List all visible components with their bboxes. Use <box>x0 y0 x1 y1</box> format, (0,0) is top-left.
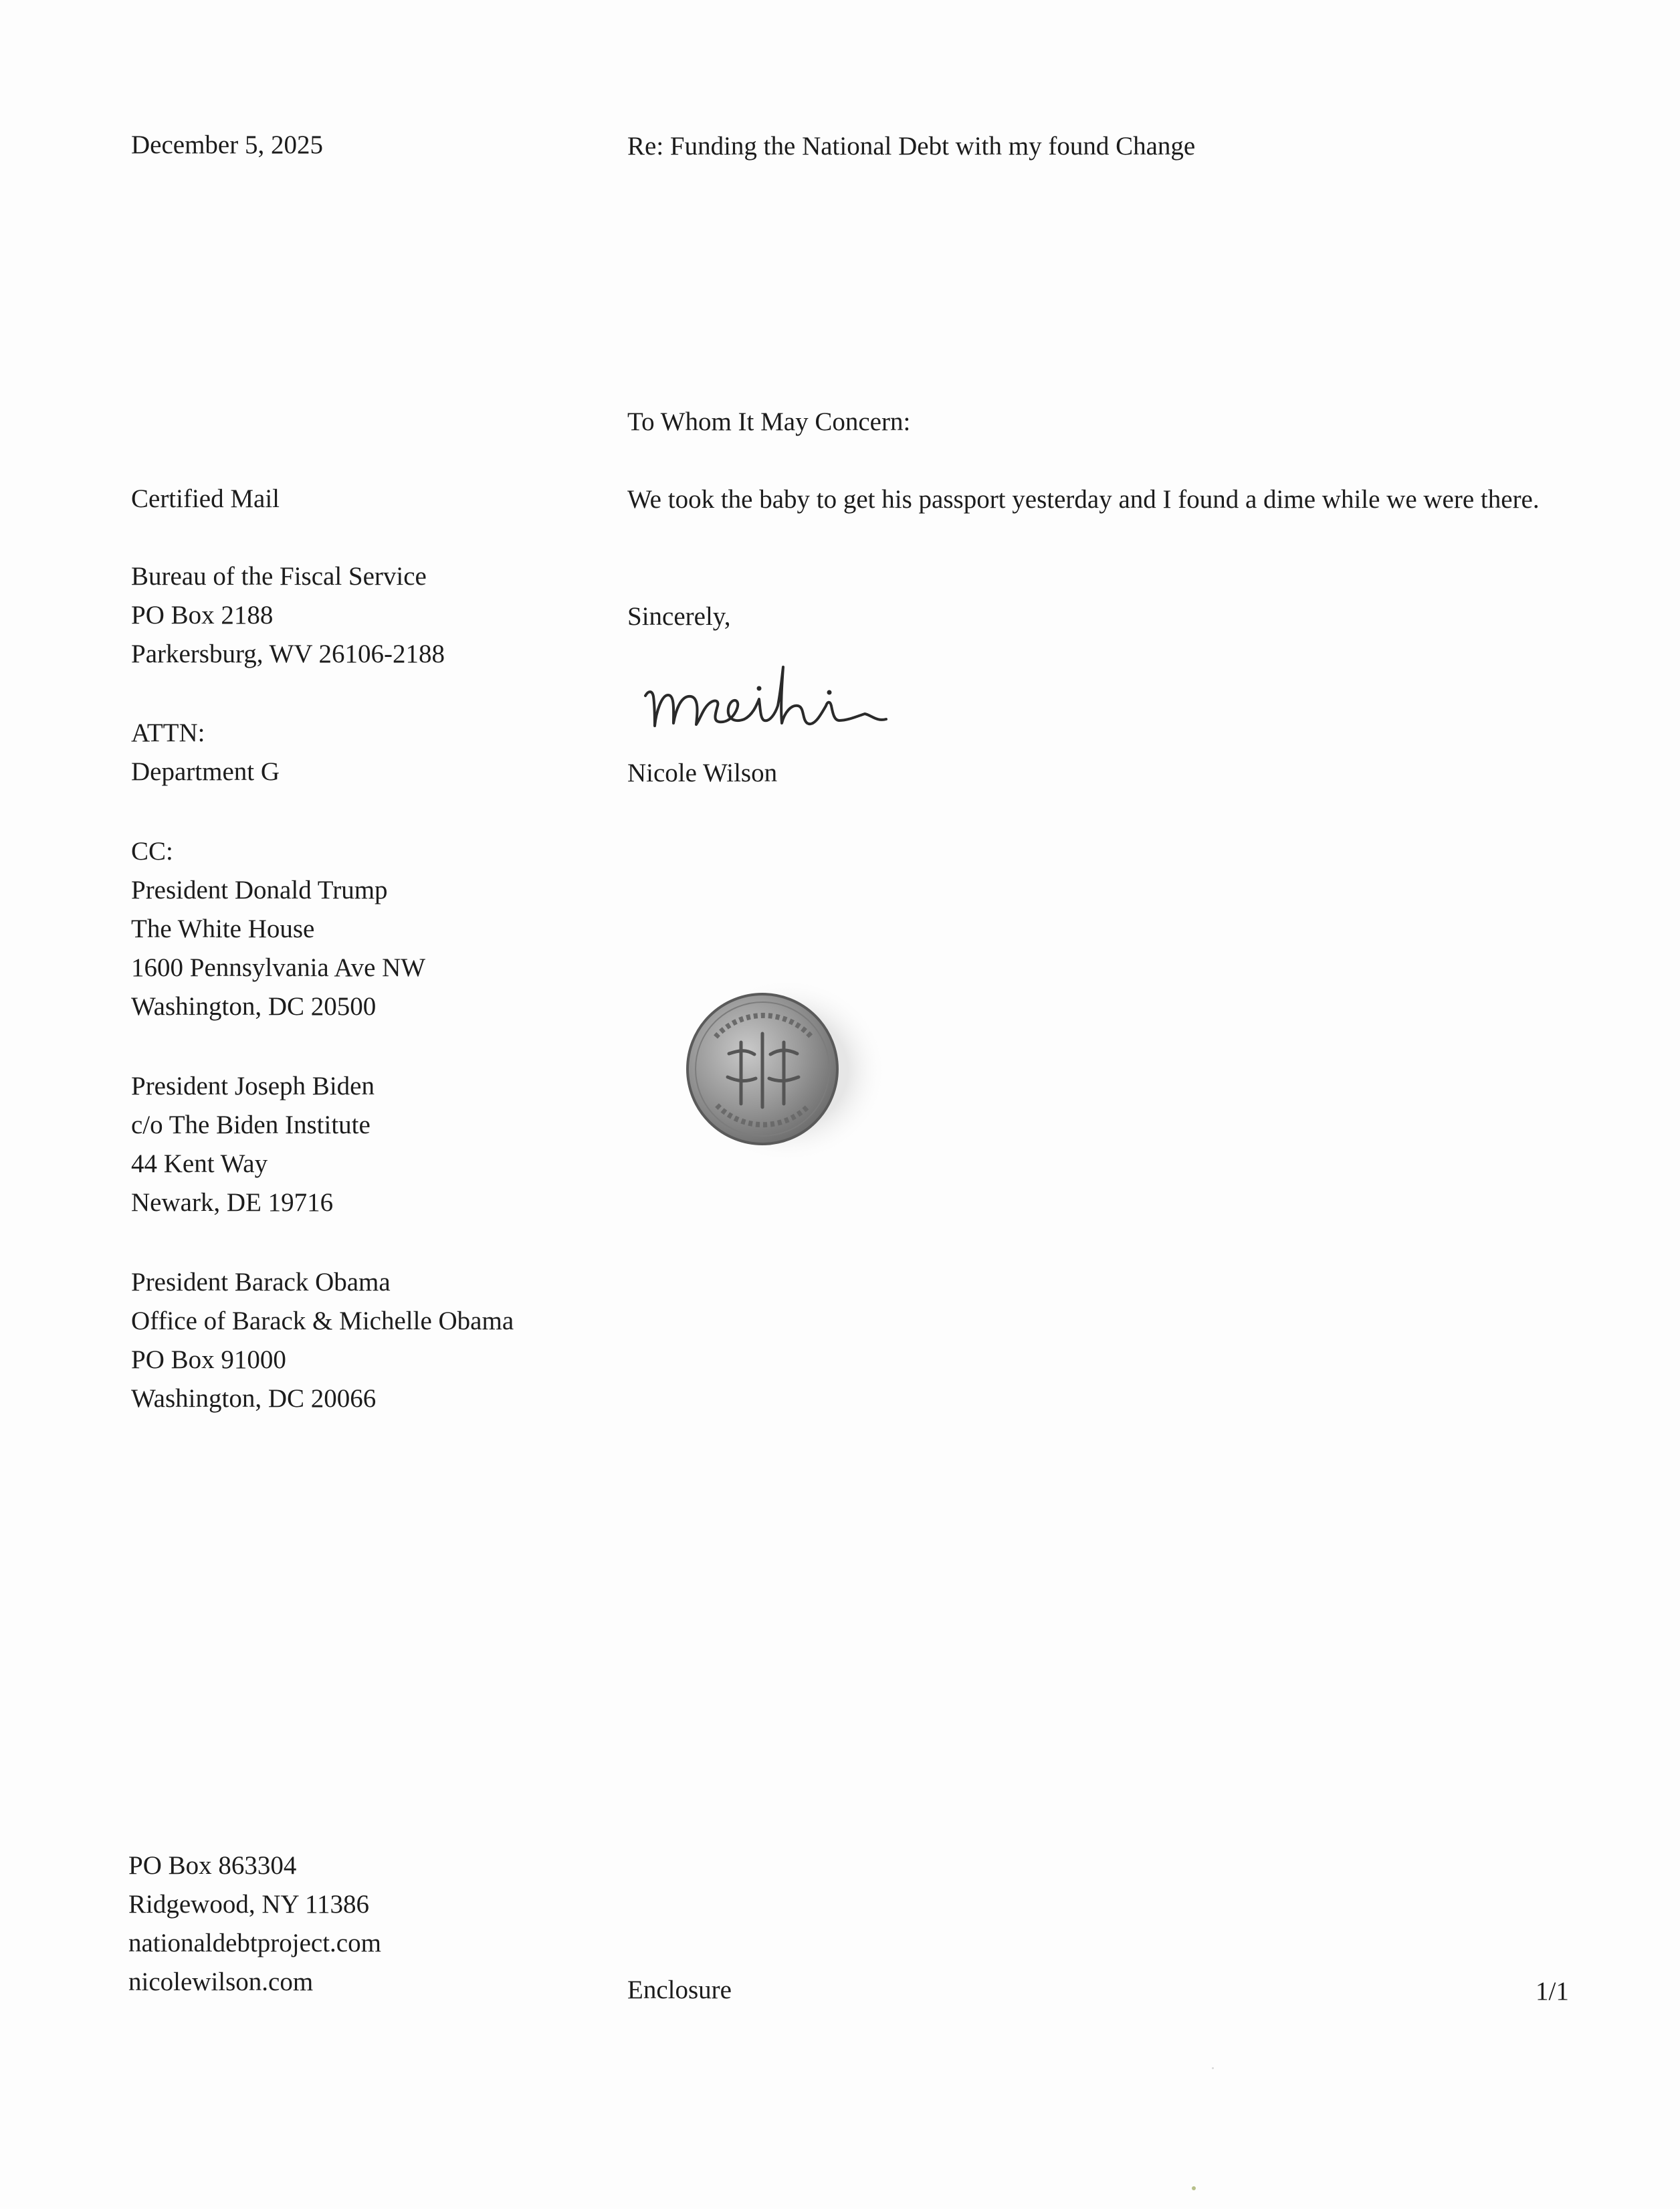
mail-type: Certified Mail <box>131 484 280 513</box>
enclosure-label: Enclosure <box>627 1976 732 2004</box>
cc-recipient-line: President Joseph Biden <box>131 1072 375 1100</box>
sender-address <box>128 1846 381 2002</box>
page-number: 1/1 <box>1536 1977 1569 2006</box>
scan-speck <box>1212 2067 1214 2069</box>
attn-label: ATTN: <box>131 718 205 747</box>
letter-body: We took the baby to get his passport yesterday and I found a dime while we were there. <box>627 485 1540 514</box>
attention-block <box>131 714 280 791</box>
dime-coin-icon <box>675 963 889 1164</box>
recipient-address <box>131 557 445 674</box>
signature-name: Nicole Wilson <box>627 759 778 787</box>
cc-recipient-line: 1600 Pennsylvania Ave NW <box>131 953 426 982</box>
cc-recipient-line: Office of Barack & Michelle Obama <box>131 1307 514 1335</box>
letter-subject: Re: Funding the National Debt with my found Change <box>627 132 1196 161</box>
cc-recipient-line: President Donald Trump <box>131 876 388 904</box>
cc-recipient-line: Newark, DE 19716 <box>131 1188 334 1217</box>
recipient-address-line: Parkersburg, WV 26106-2188 <box>131 640 445 668</box>
scan-speck <box>1192 2186 1196 2190</box>
cc-label: CC: <box>131 837 173 866</box>
recipient-address-line: PO Box 2188 <box>131 601 274 630</box>
sender-line: nicolewilson.com <box>128 1967 314 1996</box>
sender-line: nationaldebtproject.com <box>128 1929 381 1957</box>
cc-recipient-line: c/o The Biden Institute <box>131 1111 371 1139</box>
sender-line: Ridgewood, NY 11386 <box>128 1890 370 1919</box>
cc-recipient-line: Washington, DC 20500 <box>131 992 377 1021</box>
cc-recipient-line: Washington, DC 20066 <box>131 1384 377 1413</box>
cc-recipient-biden <box>131 1067 375 1222</box>
cc-recipient-line: 44 Kent Way <box>131 1149 268 1178</box>
sender-line: PO Box 863304 <box>128 1851 297 1880</box>
salutation: To Whom It May Concern: <box>627 407 911 436</box>
cc-recipient-line: President Barack Obama <box>131 1268 391 1296</box>
closing: Sincerely, <box>627 602 731 631</box>
letter-date: December 5, 2025 <box>131 130 323 159</box>
recipient-address-line: Bureau of the Fiscal Service <box>131 562 427 591</box>
handwritten-signature <box>639 659 933 739</box>
cc-recipient-obama <box>131 1263 514 1418</box>
cc-recipient-line: The White House <box>131 915 315 943</box>
attn-value: Department G <box>131 757 280 786</box>
cc-block <box>131 832 425 1026</box>
cc-recipient-line: PO Box 91000 <box>131 1345 286 1374</box>
